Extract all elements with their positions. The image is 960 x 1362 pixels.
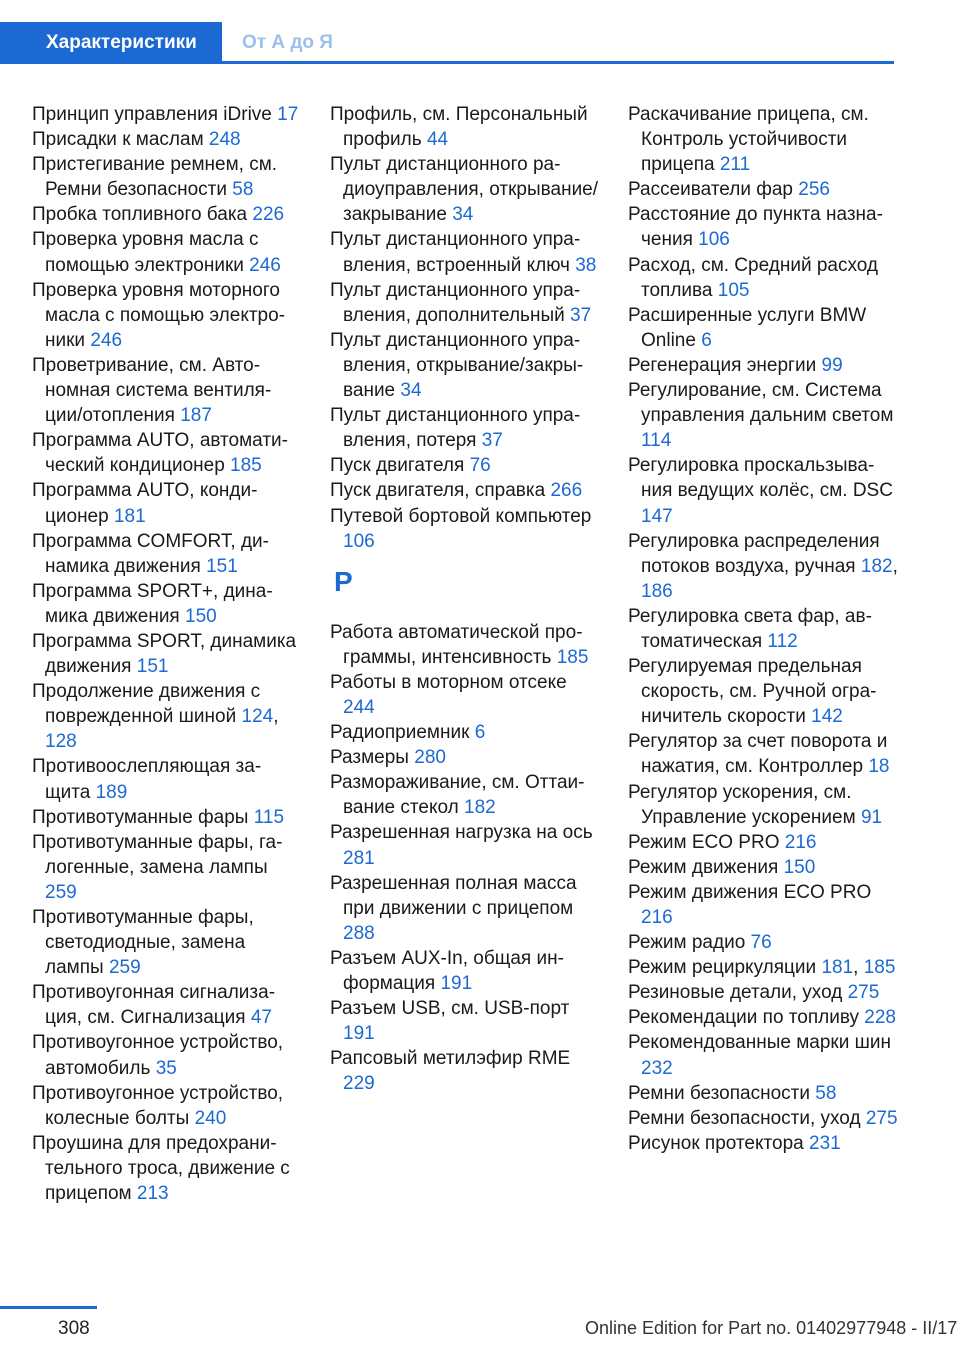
index-entry-term: Противоугонная сигнализация, см. Сигнализация bbox=[32, 982, 276, 1029]
page-reference-link[interactable]: 105 bbox=[717, 279, 750, 301]
index-entry-term: Пульт дистанционного управления, потеря bbox=[330, 405, 581, 452]
index-entry-term: Продолжение движения с поврежденной шиной bbox=[32, 681, 261, 728]
index-letter-heading: Р bbox=[334, 565, 353, 597]
index-entry bbox=[330, 504, 600, 554]
header-divider bbox=[222, 61, 894, 64]
index-entry bbox=[32, 805, 300, 830]
index-entry-term: Режим рециркуляции bbox=[628, 957, 817, 979]
tab-characteristics[interactable]: Характеристики bbox=[0, 22, 222, 64]
index-entry-term: Регулировка света фар, автоматическая bbox=[628, 605, 872, 652]
page-reference-link[interactable]: 76 bbox=[469, 455, 491, 477]
index-entry-term: Рисунок протектора bbox=[628, 1132, 804, 1154]
index-entry-term: Расстояние до пункта назначения bbox=[628, 204, 883, 251]
index-entry bbox=[32, 579, 300, 629]
index-entry bbox=[32, 980, 300, 1030]
index-entry bbox=[330, 227, 600, 277]
index-entry-term: Пробка топливного бака bbox=[32, 204, 248, 226]
index-entry bbox=[628, 830, 898, 855]
index-entry-term: Пульт дистанционного управления, дополнительный bbox=[330, 279, 581, 326]
page-reference-link[interactable]: 280 bbox=[414, 747, 446, 769]
index-entry bbox=[628, 453, 898, 528]
index-entry-term: Резиновые детали, уход bbox=[628, 982, 843, 1004]
page-reference-link[interactable]: 147 bbox=[641, 505, 673, 527]
page-reference-link[interactable]: 259 bbox=[108, 957, 141, 979]
page-reference-link[interactable]: 216 bbox=[784, 831, 817, 853]
page-reference-link[interactable]: 288 bbox=[343, 922, 375, 944]
index-entry bbox=[32, 227, 300, 277]
index-entry bbox=[330, 770, 600, 820]
index-entry bbox=[628, 880, 898, 930]
page-reference-link[interactable]: 128 bbox=[45, 731, 77, 753]
index-entry-term: Разъем AUX-In, общая информация bbox=[330, 947, 564, 994]
index-entry bbox=[32, 1081, 300, 1131]
index-entry bbox=[628, 654, 898, 729]
index-entry-term: Регулировка распределения потоков воздуха, ручная bbox=[628, 530, 880, 577]
page-reference-link[interactable]: 150 bbox=[185, 605, 217, 627]
index-entry-term: Проушина для предохранительного троса, движение с прицепом bbox=[32, 1132, 290, 1205]
index-entry bbox=[32, 1131, 300, 1206]
index-entry-term: Проверка уровня моторного масла с помощью электроники bbox=[32, 279, 286, 351]
page-reference-link[interactable]: 189 bbox=[95, 781, 128, 803]
index-entry-term: Разрешенная нагрузка на ось bbox=[330, 822, 593, 844]
index-entry-term: Программа COMFORT, динамика движения bbox=[32, 530, 269, 577]
index-entry bbox=[330, 820, 600, 870]
edition-note: Online Edition for Part no. 01402977948 - II/17 bbox=[585, 1318, 958, 1338]
index-entry-term: Радиоприемник bbox=[330, 722, 470, 744]
page-reference-link[interactable]: 114 bbox=[641, 430, 672, 452]
index-entry bbox=[330, 453, 600, 478]
index-entry-term: Режим движения ECO PRO bbox=[628, 881, 872, 903]
page-reference-link[interactable]: 44 bbox=[426, 129, 449, 151]
index-entry bbox=[330, 328, 600, 403]
index-entry-term: Пуск двигателя, справка bbox=[330, 480, 546, 502]
index-entry bbox=[32, 202, 300, 227]
page-reference-link[interactable]: 6 bbox=[701, 329, 712, 351]
index-entry bbox=[330, 152, 600, 227]
page-reference-link[interactable]: 34 bbox=[400, 380, 422, 402]
page-reference-link[interactable]: 216 bbox=[641, 907, 673, 928]
page-reference-link[interactable]: 124 bbox=[241, 706, 274, 728]
page-reference-link[interactable]: 231 bbox=[809, 1132, 841, 1154]
index-entry-term: Рекомендованные марки шин bbox=[628, 1032, 891, 1054]
page-reference-link[interactable]: 211 bbox=[719, 154, 751, 176]
page-reference-link[interactable]: 38 bbox=[575, 254, 597, 276]
page-reference-link[interactable]: 246 bbox=[90, 329, 123, 351]
index-entry-term: Присадки к маслам bbox=[32, 129, 204, 151]
page-reference-link[interactable]: 191 bbox=[343, 1023, 375, 1045]
page-reference-link[interactable]: 151 bbox=[206, 555, 238, 577]
index-entry-term: Рапсовый метилэфир RME bbox=[330, 1048, 571, 1070]
index-entry bbox=[330, 620, 600, 670]
index-entry bbox=[330, 403, 600, 453]
index-entry-term: Программа AUTO, автоматический кондиционер bbox=[32, 430, 288, 477]
page-reference-link[interactable]: 37 bbox=[570, 304, 592, 326]
page-reference-link[interactable]: 228 bbox=[864, 1007, 896, 1029]
index-entry bbox=[32, 754, 300, 804]
index-entry bbox=[32, 428, 300, 478]
index-entry-term: Противотуманные фары, светодиодные, замена лампы bbox=[32, 907, 254, 979]
page-reference-link[interactable]: 185 bbox=[863, 957, 896, 979]
page-reference-link[interactable]: 248 bbox=[208, 129, 241, 151]
index-entry bbox=[628, 1030, 898, 1080]
index-entry bbox=[32, 1030, 300, 1080]
index-entry bbox=[330, 278, 600, 328]
index-entry bbox=[628, 930, 898, 955]
page-reference-link[interactable]: 240 bbox=[194, 1107, 227, 1129]
page-reference-link[interactable]: 18 bbox=[868, 756, 890, 778]
index-entry bbox=[330, 720, 600, 745]
page-reference-link[interactable]: 232 bbox=[641, 1057, 673, 1079]
index-entry bbox=[32, 102, 300, 127]
page-number: 308 bbox=[58, 1318, 90, 1339]
index-entry bbox=[628, 102, 898, 177]
index-entry-term: Работы в моторном отсеке bbox=[330, 671, 567, 693]
page-reference-link[interactable]: 151 bbox=[136, 656, 169, 678]
footer-divider bbox=[0, 1306, 97, 1309]
index-entry bbox=[330, 871, 600, 946]
index-entry bbox=[330, 745, 600, 770]
index-entry-term: Проверка уровня масла с помощью электроники bbox=[32, 229, 259, 276]
index-entry bbox=[628, 378, 898, 453]
index-entry: Продолжение движения с поврежденной шиной 124, 128 bbox=[32, 681, 279, 753]
tab-a-to-z[interactable]: От А до Я bbox=[242, 32, 333, 53]
page-reference-link[interactable]: 191 bbox=[440, 973, 473, 994]
page-reference-link[interactable]: 112 bbox=[767, 630, 798, 652]
page-reference-link[interactable]: 91 bbox=[860, 806, 883, 828]
page-reference-link[interactable]: 17 bbox=[277, 104, 299, 125]
index-entry bbox=[32, 478, 300, 528]
index-entry bbox=[32, 152, 300, 202]
index-entry-term: Режим движения bbox=[628, 856, 779, 878]
index-entry bbox=[628, 253, 898, 303]
index-entry bbox=[628, 1106, 898, 1131]
index-entry-term: Разъем USB, см. USB-порт bbox=[330, 998, 570, 1020]
index-entry bbox=[628, 1005, 898, 1030]
index-entry-term: Пуск двигателя bbox=[330, 455, 465, 477]
index-column-3 bbox=[628, 102, 898, 1156]
index-column-2 bbox=[330, 102, 600, 1096]
page-reference-link[interactable]: 187 bbox=[180, 405, 212, 427]
index-entry-term: Рассеиватели фар bbox=[628, 179, 793, 201]
page-reference-link[interactable]: 185 bbox=[556, 646, 589, 668]
index-entry-term: Противоугонное устройство, автомобиль bbox=[32, 1032, 284, 1079]
index-entry-term: Регулируемая предельная скорость, см. Ручной ограничитель скорости bbox=[628, 656, 877, 728]
page-reference-link[interactable]: 246 bbox=[249, 254, 281, 276]
index-entry-term: Регулятор за счет поворота и нажатия, см. Контроллер bbox=[628, 731, 888, 778]
index-entry-term: Регулирование, см. Система управления дальним светом bbox=[628, 380, 894, 427]
index-entry-term: Пульт дистанционного радиоуправления, открывание/закрывание bbox=[330, 154, 599, 226]
page-reference-link[interactable]: 181 bbox=[821, 957, 854, 979]
page-reference-link[interactable]: 150 bbox=[783, 856, 816, 878]
page-reference-link[interactable]: 34 bbox=[452, 204, 474, 226]
index-entry-term: Профиль, см. Персональный профиль bbox=[330, 104, 588, 151]
index-entry bbox=[32, 905, 300, 980]
index-entry-term: Режим ECO PRO bbox=[628, 831, 780, 853]
page-reference-link[interactable]: 281 bbox=[343, 847, 375, 869]
page-reference-link[interactable]: 47 bbox=[250, 1007, 272, 1029]
page-reference-link[interactable]: 58 bbox=[232, 179, 254, 201]
index-entry bbox=[628, 353, 898, 378]
page-reference-link[interactable]: 142 bbox=[811, 706, 843, 728]
page-reference-link[interactable]: 58 bbox=[815, 1082, 837, 1104]
index-entry-term: Противоослепляющая защита bbox=[32, 756, 262, 803]
page-reference-link[interactable]: 106 bbox=[698, 229, 730, 251]
page-reference-link[interactable]: 259 bbox=[45, 881, 77, 903]
index-entry: Режим рециркуляции 181, 185 bbox=[628, 957, 896, 979]
index-entry bbox=[628, 604, 898, 654]
index-entry bbox=[32, 629, 300, 679]
index-entry bbox=[330, 1046, 600, 1096]
page-reference-link[interactable]: 182 bbox=[860, 555, 893, 577]
page-reference-link[interactable]: 37 bbox=[481, 430, 503, 452]
index-entry-term: Регулировка проскальзывания ведущих колёс, см. DSC bbox=[628, 455, 893, 502]
page-reference-link[interactable]: 213 bbox=[136, 1183, 169, 1205]
page-reference-link[interactable]: 256 bbox=[798, 179, 830, 201]
index-entry bbox=[330, 946, 600, 996]
index-entry: Регулировка распределения потоков воздуха, ручная 182, 186 bbox=[628, 530, 898, 602]
index-entry-term: Регенерация энергии bbox=[628, 354, 817, 376]
page-reference-link[interactable]: 229 bbox=[343, 1073, 375, 1095]
page-reference-link[interactable]: 76 bbox=[750, 932, 772, 954]
index-entry-term: Программа AUTO, кондиционер bbox=[32, 480, 258, 527]
index-entry-term: Ремни безопасности, уход bbox=[628, 1107, 861, 1129]
index-entry-term: Расширенные услуги BMW Online bbox=[628, 304, 867, 351]
page-reference-link[interactable]: 275 bbox=[847, 982, 880, 1004]
index-entry-term: Режим радио bbox=[628, 932, 746, 954]
index-entry bbox=[628, 780, 898, 830]
index-entry bbox=[330, 478, 600, 503]
index-entry-term: Противотуманные фары, галогенные, замена лампы bbox=[32, 831, 283, 878]
index-entry-term: Разрешенная полная масса при движении с прицепом bbox=[330, 872, 577, 919]
index-entry bbox=[628, 202, 898, 252]
index-entry-term: Размораживание, см. Оттаивание стекол bbox=[330, 772, 585, 819]
index-entry-term: Пристегивание ремнем, см. Ремни безопасности bbox=[32, 154, 278, 201]
page-reference-link[interactable]: 6 bbox=[474, 722, 486, 744]
page-reference-link[interactable]: 244 bbox=[343, 696, 375, 718]
page-reference-link[interactable]: 99 bbox=[821, 354, 843, 376]
index-entry bbox=[32, 278, 300, 353]
index-entry bbox=[330, 996, 600, 1046]
index-entry-term: Путевой бортовой компьютер bbox=[330, 505, 592, 527]
index-entry-term: Размеры bbox=[330, 747, 409, 769]
page-reference-link[interactable]: 186 bbox=[641, 580, 673, 602]
page-reference-link[interactable]: 115 bbox=[253, 806, 285, 828]
index-entry-term: Рекомендации по топливу bbox=[628, 1007, 860, 1029]
index-entry-term: Расход, см. Средний расход топлива bbox=[628, 254, 878, 301]
page-reference-link[interactable]: 181 bbox=[113, 505, 146, 527]
index-entry bbox=[32, 529, 300, 579]
index-entry bbox=[32, 830, 300, 905]
index-entry-term: Программа SPORT+, динамика движения bbox=[32, 580, 273, 627]
index-entry bbox=[32, 127, 300, 152]
index-entry-term: Программа SPORT, динамика движения bbox=[32, 630, 297, 678]
page-reference-link[interactable]: 266 bbox=[550, 480, 583, 502]
index-entry bbox=[330, 102, 600, 152]
index-entry-term: Регулятор ускорения, см. Управление ускорением bbox=[628, 781, 856, 828]
index-entry-term: Работа автоматической программы, интенсивность bbox=[330, 621, 583, 668]
index-entry-term: Раскачивание прицепа, см. Контроль устойчивости прицепа bbox=[628, 104, 869, 176]
index-entry-term: Ремни безопасности bbox=[628, 1082, 810, 1104]
index-entry bbox=[628, 303, 898, 353]
header-bar bbox=[0, 0, 960, 62]
index-entry bbox=[628, 980, 898, 1005]
index-entry bbox=[628, 855, 898, 880]
index-entry bbox=[628, 177, 898, 202]
index-entry-term: Противоугонное устройство, колесные болты bbox=[32, 1082, 284, 1129]
index-entry bbox=[628, 729, 898, 779]
index-entry-term: Проветривание, см. Автономная система вентиляции/отопления bbox=[32, 354, 272, 427]
index-entry-term: Пульт дистанционного управления, открывание/закрывание bbox=[330, 329, 584, 402]
index-entry-term: Принцип управления iDrive bbox=[32, 104, 272, 125]
page-reference-link[interactable]: 35 bbox=[155, 1057, 177, 1079]
page-reference-link[interactable]: 182 bbox=[464, 797, 496, 819]
index-column-1 bbox=[32, 102, 300, 1206]
page-reference-link[interactable]: 226 bbox=[252, 204, 285, 226]
index-entry-term: Пульт дистанционного управления, встроенный ключ bbox=[330, 229, 581, 276]
index-entry bbox=[32, 353, 300, 428]
page-reference-link[interactable]: 106 bbox=[343, 530, 375, 552]
page-reference-link[interactable]: 275 bbox=[865, 1107, 898, 1129]
index-entry bbox=[330, 670, 600, 720]
index-entry-term: Противотуманные фары bbox=[32, 806, 249, 828]
index-entry bbox=[628, 1081, 898, 1106]
page-reference-link[interactable]: 185 bbox=[230, 455, 262, 477]
index-entry bbox=[628, 1131, 898, 1156]
